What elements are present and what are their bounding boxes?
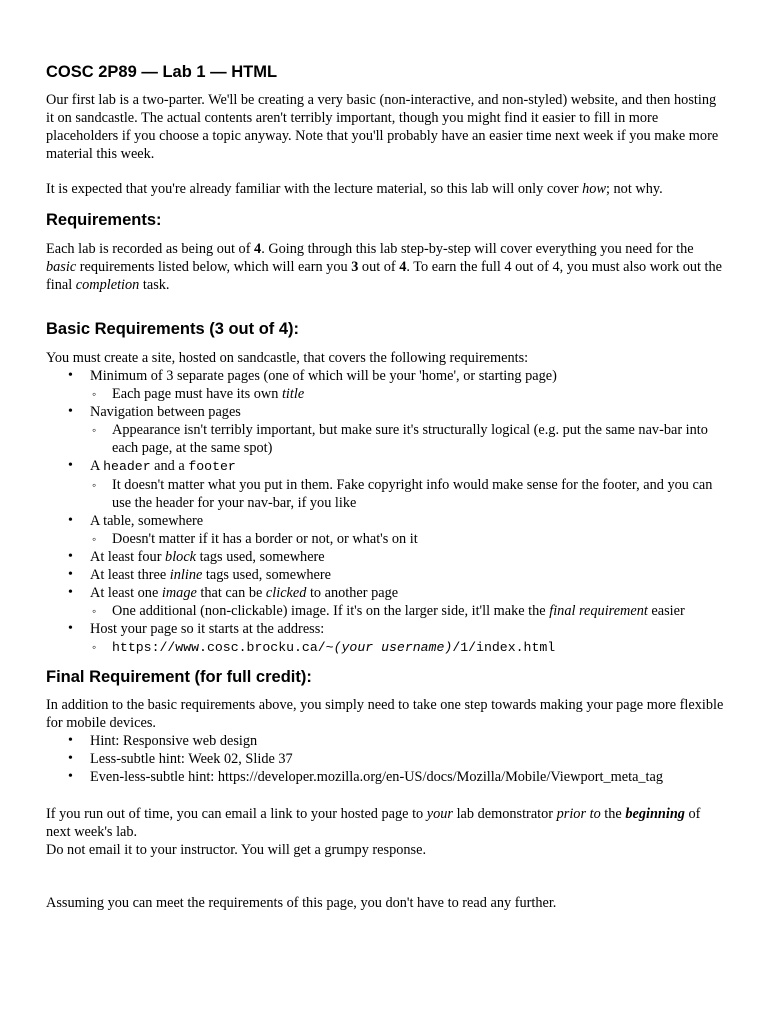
list-item: • At least one image that can be clicked to another page ◦ One additional (non-clickable) image. If it's on the larger side, it'll make the final requirement easier xyxy=(46,584,726,620)
hosting-url: ◦ https://www.cosc.brocku.ca/~(your username)/1/index.html xyxy=(90,638,726,657)
closing-note: Assuming you can meet the requirements of this page, you don't have to read any further. xyxy=(46,895,557,911)
page-title: COSC 2P89 — Lab 1 — HTML xyxy=(46,63,278,81)
basic-requirements-heading: Basic Requirements (3 out of 4): xyxy=(46,320,300,338)
list-item: • At least three inline tags used, somewhere xyxy=(46,566,726,584)
list-item: • At least four block tags used, somewhere xyxy=(46,548,726,566)
list-item: • Host your page so it starts at the address: ◦ https://www.cosc.brocku.ca/~(your username)/1/index.html xyxy=(46,620,726,657)
requirements-heading: Requirements: xyxy=(46,211,162,229)
sub-list-item: ◦ One additional (non-clickable) image. If it's on the larger side, it'll make the final requirement easier xyxy=(90,602,726,620)
sub-list-item: ◦ It doesn't matter what you put in them. Fake copyright info would make sense for the footer, and you can use the header for your nav-bar, if you like xyxy=(90,476,726,512)
requirements-paragraph: Each lab is recorded as being out of 4. Going through this lab step-by-step will cover everything you need for the basic requirements listed below, which will earn you 3 out of 4. To earn the full 4 out of 4, you must also work out the final completion task. xyxy=(46,241,723,293)
list-item: • Minimum of 3 separate pages (one of which will be your 'home', or starting page) ◦ Each page must have its own title xyxy=(46,367,726,403)
intro-paragraph: Our first lab is a two-parter. We'll be creating a very basic (non-interactive, and non-styled) website, and then hosting it on sandcastle. The actual contents aren't terribly important, though you might find it easier to fill in more placeholders if you choose a topic anyway. Note that you'll probably have an easier time next week if you make more material this week. xyxy=(46,92,719,162)
basic-intro: You must create a site, hosted on sandcastle, that covers the following requirements: xyxy=(46,350,529,366)
sub-list-item: ◦ Doesn't matter if it has a border or not, or what's on it xyxy=(90,530,726,548)
final-requirement-heading: Final Requirement (for full credit): xyxy=(46,668,312,686)
intro-expectation: It is expected that you're already familiar with the lecture material, so this lab will only cover how; not why. xyxy=(46,181,663,197)
list-item: • A table, somewhere ◦ Doesn't matter if it has a border or not, or what's on it xyxy=(46,512,726,548)
basic-requirements-list xyxy=(46,367,726,657)
list-item: • Navigation between pages ◦ Appearance isn't terribly important, but make sure it's structurally logical (e.g. put the same nav-bar into each page, at the same spot) xyxy=(46,403,726,457)
hint-list xyxy=(46,732,726,786)
hint-item: • Hint: Responsive web design xyxy=(46,732,726,750)
email-note: If you run out of time, you can email a link to your hosted page to your lab demonstrator prior to the beginning of next week's lab. Do not email it to your instructor. You will get a grumpy response. xyxy=(46,806,701,858)
sub-list-item: ◦ Each page must have its own title xyxy=(90,385,726,403)
final-paragraph: In addition to the basic requirements above, you simply need to take one step towards making your page more flexible for mobile devices. xyxy=(46,697,724,731)
list-item: • A header and a footer ◦ It doesn't matter what you put in them. Fake copyright info would make sense for the footer, and you can use the header for your nav-bar, if you like xyxy=(46,457,726,512)
hint-item: • Even-less-subtle hint: https://developer.mozilla.org/en-US/docs/Mozilla/Mobile/Viewport_meta_tag xyxy=(46,768,726,786)
hint-item: • Less-subtle hint: Week 02, Slide 37 xyxy=(46,750,726,768)
sub-list-item: ◦ Appearance isn't terribly important, but make sure it's structurally logical (e.g. put the same nav-bar into each page, at the same spot) xyxy=(90,421,726,457)
